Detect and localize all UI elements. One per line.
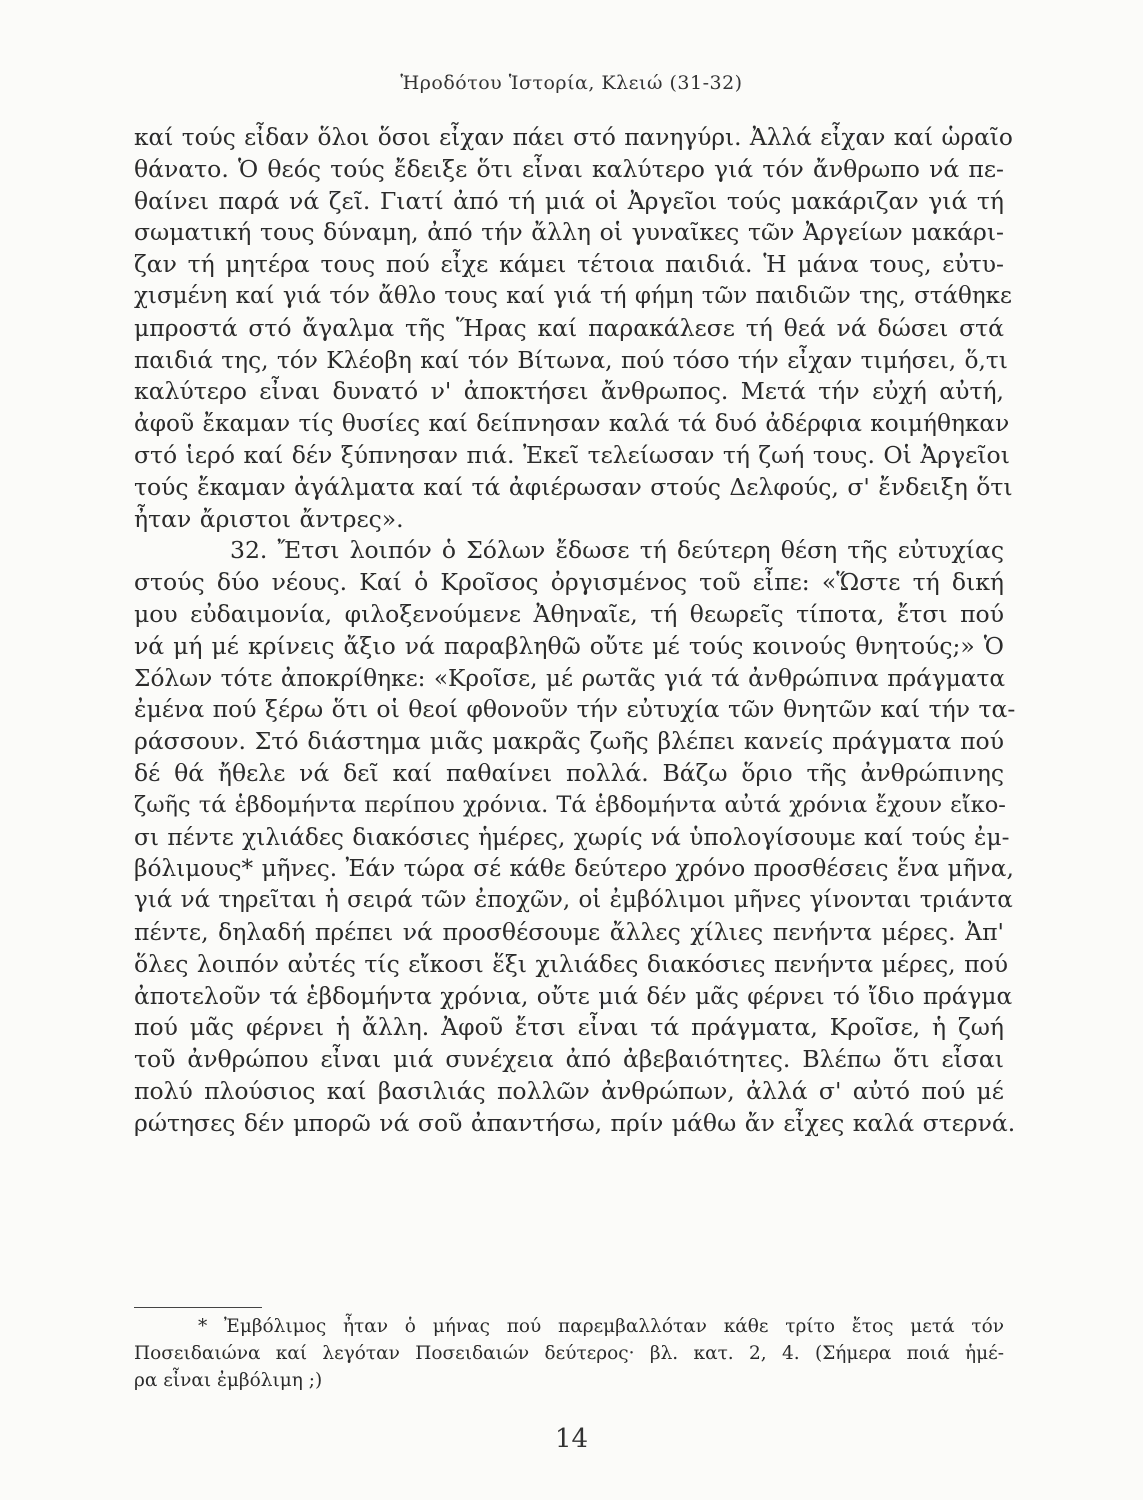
text-line: δέ θά ἤθελε νά δεῖ καί παθαίνει πολλά. Βάζω ὅριο τῆς ἀνθρώπινης bbox=[134, 758, 1004, 787]
text-line: ἀποτελοῦν τά ἑβδομήντα χρόνια, οὔτε μιά δέν μᾶς φέρνει τό ἴδιο πράγμα bbox=[134, 982, 1013, 1010]
text-line: ρώτησες δέν μπορῶ νά σοῦ ἀπαντήσω, πρίν μάθω ἄν εἶχες καλά στερνά. bbox=[134, 1108, 1016, 1137]
text-line: ἀφοῦ ἔκαμαν τίς θυσίες καί δείπνησαν καλά τά δυό ἀδέρφια κοιμήθηκαν bbox=[134, 410, 1010, 438]
page-number: 14 bbox=[554, 1424, 589, 1454]
text-line: ζωῆς τά ἑβδομήντα περίπου χρόνια. Τά ἑβδομήντα αὐτά χρόνια ἔχουν εἴκο- bbox=[134, 791, 1006, 818]
footnote bbox=[134, 1313, 1004, 1394]
text-line: στούς δύο νέους. Καί ὁ Κροῖσος ὀργισμένος τοῦ εἶπε: «Ὥστε τή δική bbox=[134, 568, 1004, 597]
text-line: ἦταν ἄριστοι ἄντρες». bbox=[134, 504, 404, 533]
text-line: νά μή μέ κρίνεις ἄξιο νά παραβληθῶ οὔτε μέ τούς κοινούς θνητούς;» Ὁ bbox=[134, 631, 1004, 660]
text-line: τοῦ ἀνθρώπου εἶναι μιά συνέχεια ἀπό ἀβεβαιότητες. Βλέπω ὅτι εἶσαι bbox=[134, 1045, 1004, 1074]
text-line: βόλιμους* μῆνες. Ἐάν τώρα σέ κάθε δεύτερο χρόνο προσθέσεις ἕνα μῆνα, bbox=[134, 855, 1014, 883]
text-line: σωματική τους δύναμη, ἀπό τήν ἄλλη οἱ γυναῖκες τῶν Ἀργείων μακάρι- bbox=[134, 218, 1004, 247]
text-line: τούς ἔκαμαν ἀγάλματα καί τά ἀφιέρωσαν στούς Δελφούς, σ' ἔνδειξη ὅτι bbox=[134, 472, 1013, 501]
text-line: ράσσουν. Στό διάστημα μιᾶς μακρᾶς ζωῆς βλέπει κανείς πράγματα πού bbox=[134, 727, 1004, 756]
text-line: στό ἱερό καί δέν ξύπνησαν πιά. Ἐκεῖ τελείωσαν τή ζωή τους. Οἱ Ἀργεῖοι bbox=[134, 440, 1010, 469]
text-line: μπροστά στό ἄγαλμα τῆς Ἥρας καί παρακάλεσε τή θεά νά δώσει στά bbox=[134, 313, 1004, 342]
footnote-line: * Ἐμβόλιμος ἦταν ὁ μήνας πού παρεμβαλλόταν κάθε τρίτο ἔτος μετά τόν bbox=[198, 1316, 1004, 1337]
text-line: πού μᾶς φέρνει ἡ ἄλλη. Ἀφοῦ ἔτσι εἶναι τά πράγματα, Κροῖσε, ἡ ζωή bbox=[134, 1013, 1004, 1042]
text-line: θαίνει παρά νά ζεῖ. Γιατί ἀπό τή μιά οἱ Ἀργεῖοι τούς μακάριζαν γιά τή bbox=[134, 186, 1004, 215]
text-line: πολύ πλούσιος καί βασιλιάς πολλῶν ἀνθρώπων, ἀλλά σ' αὐτό πού μέ bbox=[134, 1076, 1004, 1105]
text-line: θάνατο. Ὁ θεός τούς ἔδειξε ὅτι εἶναι καλύτερο γιά τόν ἄνθρωπο νά πε- bbox=[134, 154, 1004, 183]
text-line: καί τούς εἶδαν ὅλοι ὅσοι εἶχαν πάει στό πανηγύρι. Ἀλλά εἶχαν καί ὡραῖο bbox=[134, 124, 1013, 151]
text-line: ἐμένα πού ξέρω ὅτι οἱ θεοί φθονοῦν τήν εὐτυχία τῶν θνητῶν καί τήν τα- bbox=[134, 695, 1016, 724]
text-line: Σόλων τότε ἀποκρίθηκε: «Κροῖσε, μέ ρωτᾶς γιά τά ἀνθρώπινα πράγματα bbox=[134, 664, 1006, 692]
text-line: σι πέντε χιλιάδες διακόσιες ἡμέρες, χωρίς νά ὑπολογίσουμε καί τούς ἐμ- bbox=[134, 823, 1010, 851]
text-line: ζαν τή μητέρα τους πού εἶχε κάμει τέτοια παιδιά. Ἡ μάνα τους, εὐτυ- bbox=[134, 250, 1004, 279]
footnote-divider bbox=[134, 1307, 262, 1308]
running-head: Ἡροδότου Ἱστορία, Κλειώ (31-32) bbox=[400, 72, 743, 94]
text-line: πέντε, δηλαδή πρέπει νά προσθέσουμε ἄλλες χίλιες πενήντα μέρες. Ἀπ' bbox=[134, 917, 1004, 946]
main-text bbox=[134, 122, 1016, 1140]
text-line: καλύτερο εἶναι δυνατό ν' ἀποκτήσει ἄνθρωπος. Μετά τήν εὐχή αὐτή, bbox=[134, 377, 1004, 406]
section-32-start: 32. Ἔτσι λοιπόν ὁ Σόλων ἔδωσε τή δεύτερη θέση τῆς εὐτυχίας bbox=[230, 536, 1004, 565]
text-line: ὅλες λοιπόν αὐτές τίς εἴκοσι ἕξι χιλιάδες διακόσιες πενήντα μέρες, πού bbox=[134, 949, 1008, 978]
text-line: γιά νά τηρεῖται ἡ σειρά τῶν ἐποχῶν, οἱ ἐμβόλιμοι μῆνες γίνονται τριάντα bbox=[134, 887, 1013, 914]
footnote-line: ρα εἶναι ἐμβόλιμη ;) bbox=[134, 1370, 323, 1391]
footnote-line: Ποσειδαιώνα καί λεγόταν Ποσειδαιών δεύτερος· βλ. κατ. 2, 4. (Σήμερα ποιά ἡμέ- bbox=[134, 1343, 1004, 1364]
text-line: παιδιά της, τόν Κλέοβη καί τόν Βίτωνα, πού τόσο τήν εἶχαν τιμήσει, ὅ,τι bbox=[134, 346, 1008, 374]
text-line: χισμένη καί γιά τόν ἄθλο τους καί γιά τή φήμη τῶν παιδιῶν της, στάθηκε bbox=[134, 282, 1012, 309]
text-line: μου εὐδαιμονία, φιλοξενούμενε Ἀθηναῖε, τή θεωρεῖς τίποτα, ἔτσι πού bbox=[134, 599, 1004, 628]
